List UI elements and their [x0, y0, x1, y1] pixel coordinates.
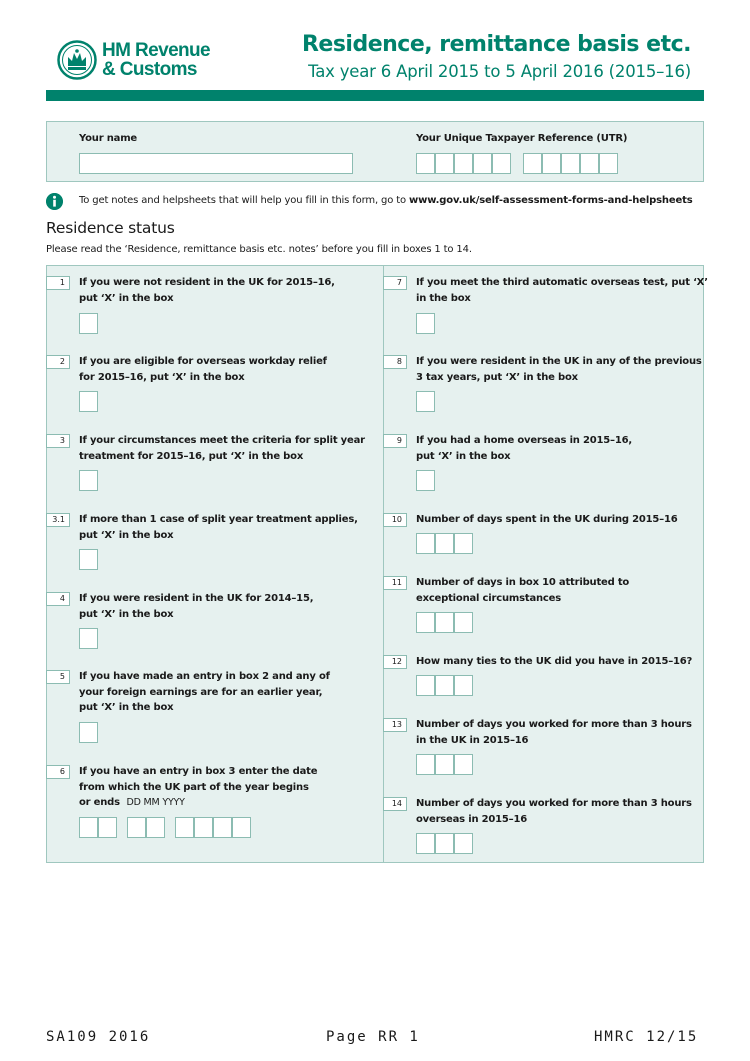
- logo-line-1: HM Revenue: [102, 40, 211, 61]
- info-icon: [46, 193, 63, 210]
- checkbox[interactable]: [79, 722, 98, 743]
- info-text-body: To get notes and helpsheets that will help you fill in this form, go to: [79, 195, 410, 206]
- box-number: 6: [46, 765, 70, 779]
- crown-crest-icon: [57, 40, 97, 80]
- digit-box[interactable]: [416, 675, 435, 696]
- helpsheets-link[interactable]: www.gov.uk/self-assessment-forms-and-helpsheets: [409, 195, 693, 206]
- box-number: 8: [383, 355, 407, 369]
- your-name-label: Your name: [79, 133, 137, 144]
- question-text: If you have an entry in box 3 enter the date from which the UK part of the year begins or ends DD MM YYYY: [79, 766, 318, 808]
- checkbox[interactable]: [416, 470, 435, 491]
- day-digit-box[interactable]: [98, 817, 117, 838]
- box-number: 14: [383, 797, 407, 811]
- checkbox[interactable]: [416, 313, 435, 334]
- utr-digit-box[interactable]: [542, 153, 561, 174]
- digit-box[interactable]: [454, 754, 473, 775]
- question-text: If more than 1 case of split year treatment applies, put ‘X’ in the box: [79, 514, 358, 541]
- checkbox[interactable]: [79, 313, 98, 334]
- question-text: If your circumstances meet the criteria for split year treatment for 2015–16, put ‘X’ in the box: [79, 435, 365, 462]
- box-number: 9: [383, 434, 407, 448]
- month-digit-box[interactable]: [146, 817, 165, 838]
- logo-line-2: & Customs: [102, 59, 197, 80]
- box-number: 12: [383, 655, 407, 669]
- year-digit-box[interactable]: [175, 817, 194, 838]
- utr-digit-box[interactable]: [523, 153, 542, 174]
- box-number: 1: [46, 276, 70, 290]
- info-text: [79, 195, 693, 206]
- digit-box[interactable]: [454, 675, 473, 696]
- month-digit-box[interactable]: [127, 817, 146, 838]
- question-text: Number of days you worked for more than 3 hours in the UK in 2015–16: [416, 719, 692, 746]
- question-text: If you were resident in the UK for 2014–15, put ‘X’ in the box: [79, 593, 314, 620]
- digit-box[interactable]: [454, 833, 473, 854]
- hmrc-logo: [57, 40, 227, 82]
- digit-box[interactable]: [454, 612, 473, 633]
- question-text: If you meet the third automatic overseas test, put ‘X’ in the box: [416, 277, 708, 304]
- box-number: 5: [46, 670, 70, 684]
- section-note: Please read the ‘Residence, remittance basis etc. notes’ before you fill in boxes 1 to 14.: [46, 244, 472, 255]
- digit-box[interactable]: [416, 612, 435, 633]
- box-number: 7: [383, 276, 407, 290]
- digit-box[interactable]: [416, 533, 435, 554]
- utr-digit-box[interactable]: [599, 153, 618, 174]
- digit-box[interactable]: [416, 754, 435, 775]
- checkbox[interactable]: [79, 628, 98, 649]
- footer-page-number: Page RR 1: [326, 1029, 420, 1045]
- question-text: If you were resident in the UK in any of the previous 3 tax years, put ‘X’ in the box: [416, 356, 702, 383]
- form-title: Residence, remittance basis etc.: [301, 32, 691, 57]
- year-digit-box[interactable]: [232, 817, 251, 838]
- box-number: 3.1: [46, 513, 70, 527]
- header-divider-bar: [46, 90, 704, 101]
- utr-digit-box[interactable]: [454, 153, 473, 174]
- year-digit-box[interactable]: [194, 817, 213, 838]
- digit-box[interactable]: [435, 612, 454, 633]
- box-number: 11: [383, 576, 407, 590]
- utr-digit-box[interactable]: [435, 153, 454, 174]
- your-name-input[interactable]: [79, 153, 353, 174]
- box-number: 2: [46, 355, 70, 369]
- question-text: Number of days you worked for more than 3 hours overseas in 2015–16: [416, 798, 692, 825]
- question-text: How many ties to the UK did you have in 2015–16?: [416, 656, 693, 667]
- utr-digit-box[interactable]: [561, 153, 580, 174]
- digit-box[interactable]: [435, 675, 454, 696]
- checkbox[interactable]: [79, 549, 98, 570]
- question-text: If you have made an entry in box 2 and any of your foreign earnings are for an earlier year, put ‘X’ in the box: [79, 671, 330, 713]
- digit-box[interactable]: [454, 533, 473, 554]
- box-number: 10: [383, 513, 407, 527]
- question-text: If you had a home overseas in 2015–16, put ‘X’ in the box: [416, 435, 632, 462]
- digit-box[interactable]: [435, 754, 454, 775]
- utr-digit-box[interactable]: [473, 153, 492, 174]
- utr-digit-box[interactable]: [416, 153, 435, 174]
- utr-digit-box[interactable]: [492, 153, 511, 174]
- utr-label: Your Unique Taxpayer Reference (UTR): [416, 133, 628, 144]
- question-text: Number of days in box 10 attributed to exceptional circumstances: [416, 577, 630, 604]
- checkbox[interactable]: [79, 470, 98, 491]
- logo-wordmark: [102, 41, 210, 79]
- footer-form-code: SA109 2016: [46, 1029, 151, 1045]
- footer-version: HMRC 12/15: [594, 1029, 699, 1045]
- box-number: 4: [46, 592, 70, 606]
- digit-box[interactable]: [435, 533, 454, 554]
- digit-box[interactable]: [416, 833, 435, 854]
- checkbox[interactable]: [416, 391, 435, 412]
- utr-digit-box[interactable]: [580, 153, 599, 174]
- day-digit-box[interactable]: [79, 817, 98, 838]
- digit-box[interactable]: [435, 833, 454, 854]
- year-digit-box[interactable]: [213, 817, 232, 838]
- date-format-hint: DD MM YYYY: [126, 797, 185, 808]
- form-subtitle: Tax year 6 April 2015 to 5 April 2016 (2015–16): [308, 62, 691, 81]
- box-number: 13: [383, 718, 407, 732]
- section-title: Residence status: [46, 219, 175, 237]
- box-number: 3: [46, 434, 70, 448]
- question-text: If you are eligible for overseas workday relief for 2015–16, put ‘X’ in the box: [79, 356, 327, 383]
- question-text: Number of days spent in the UK during 2015–16: [416, 514, 678, 525]
- question-text: If you were not resident in the UK for 2015–16, put ‘X’ in the box: [79, 277, 335, 304]
- checkbox[interactable]: [79, 391, 98, 412]
